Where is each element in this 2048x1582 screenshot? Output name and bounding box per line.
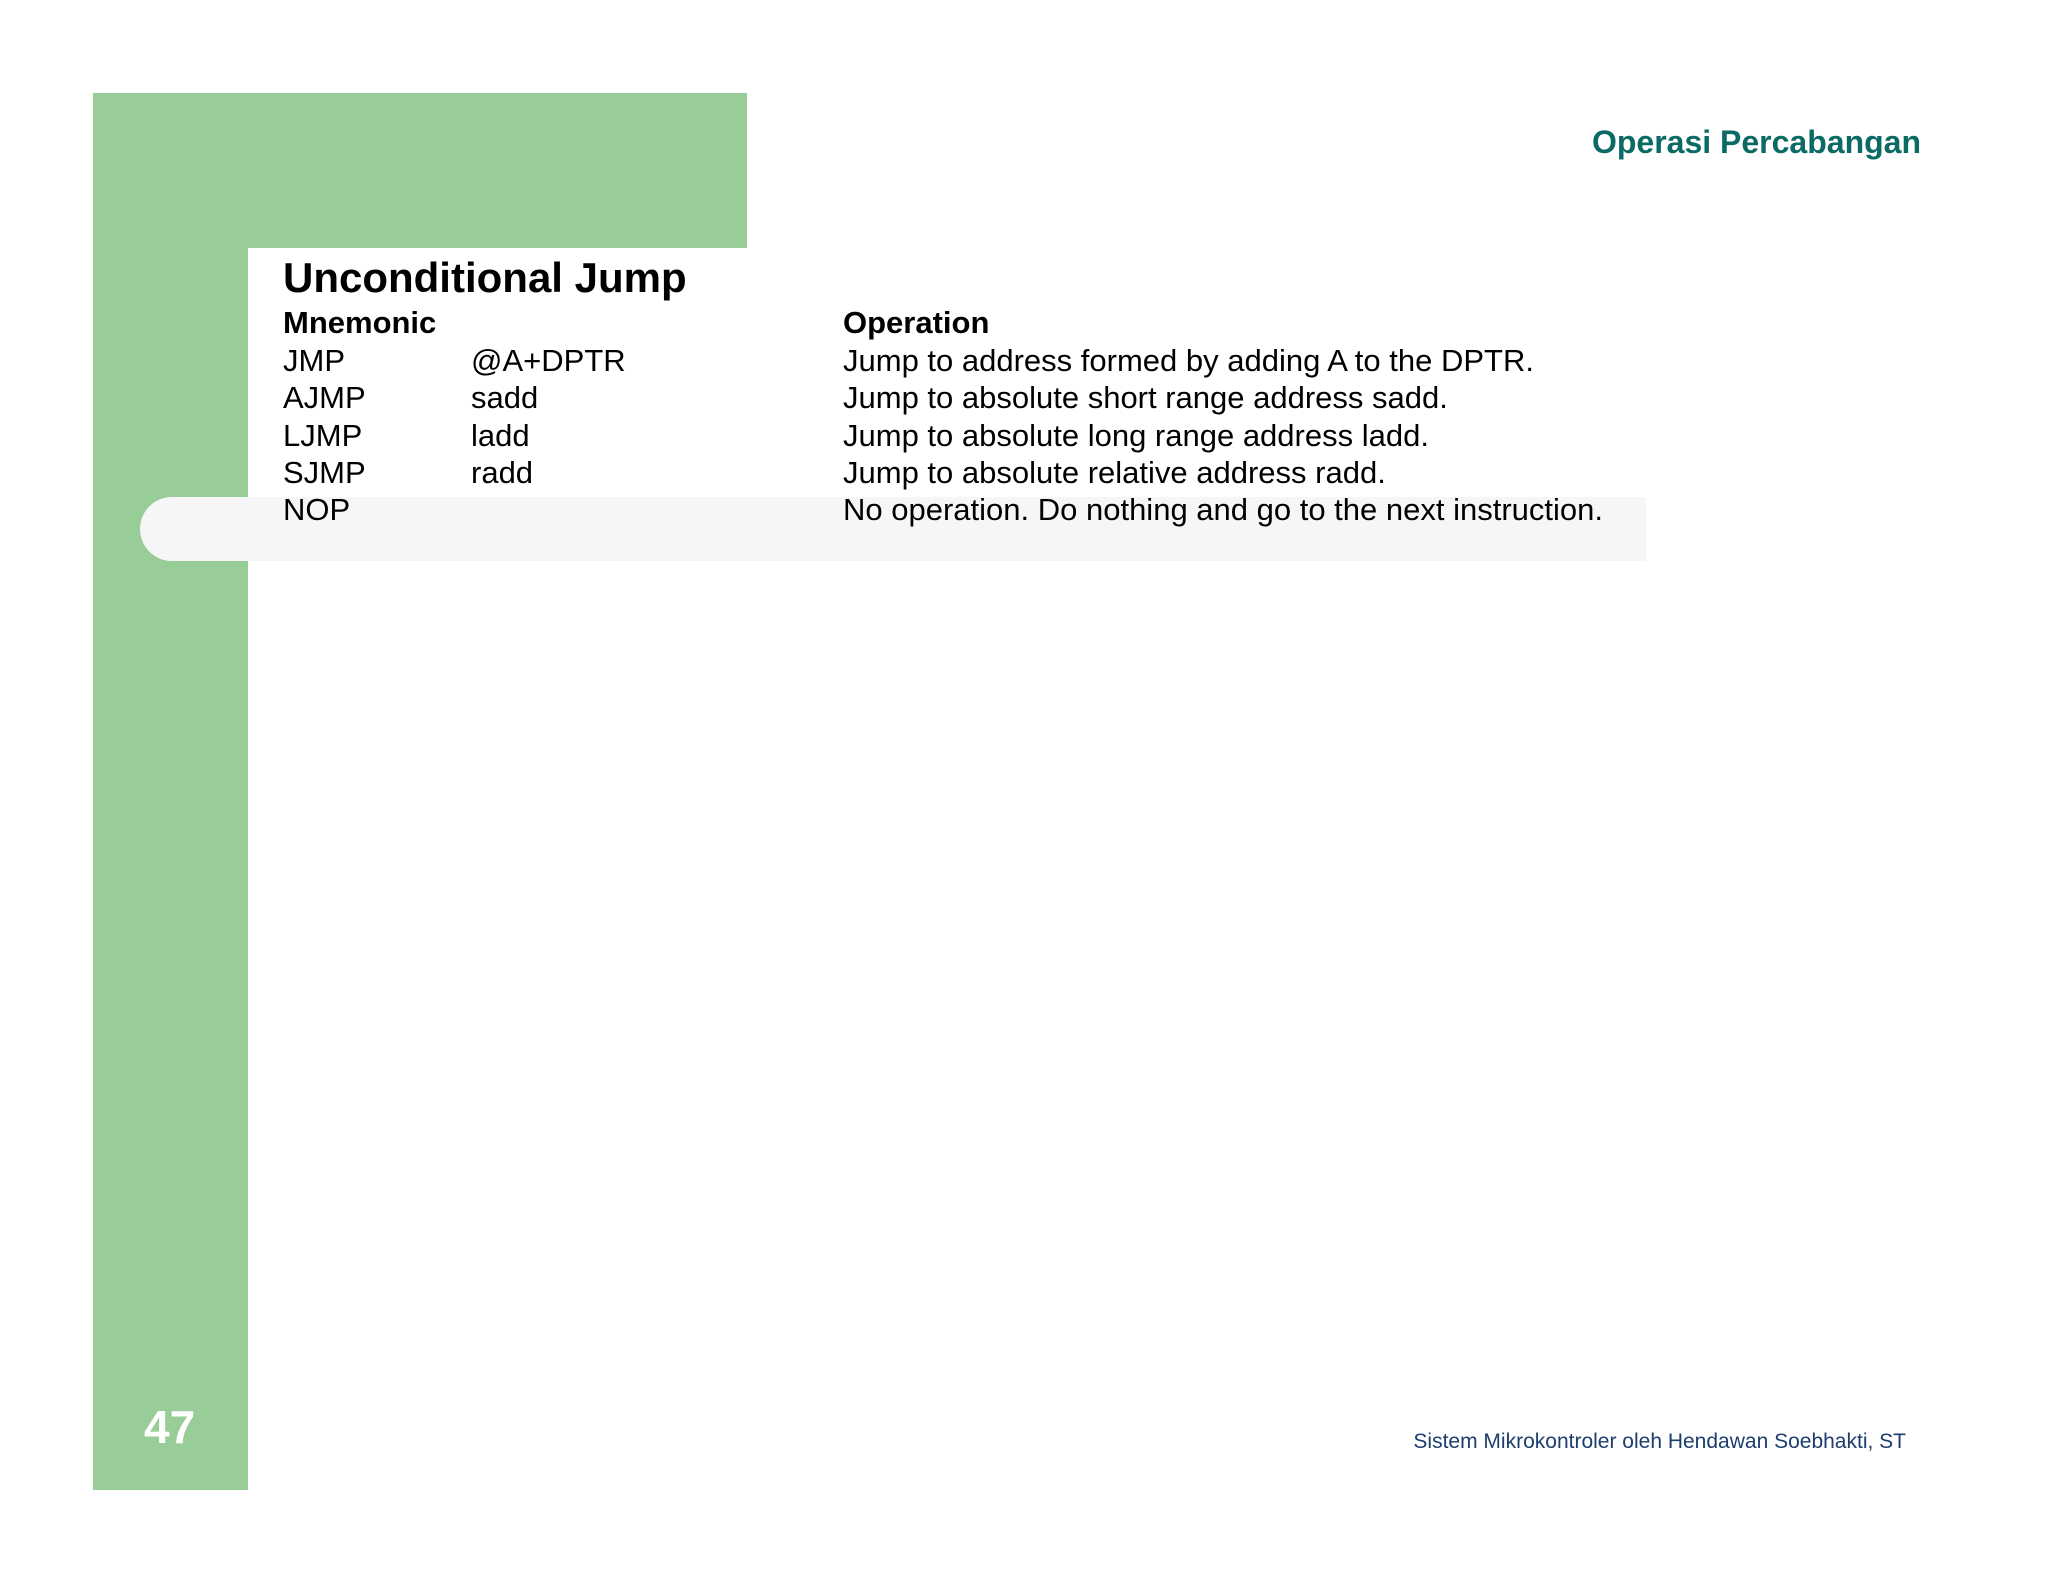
row-operand: ladd bbox=[471, 418, 530, 453]
row-operation: No operation. Do nothing and go to the next instruction. bbox=[843, 492, 1603, 527]
column-header-operation: Operation bbox=[843, 305, 990, 340]
page-number: 47 bbox=[144, 1401, 196, 1453]
row-operand: sadd bbox=[471, 380, 539, 415]
row-operand: radd bbox=[471, 455, 534, 490]
footer-credit: Sistem Mikrokontroler oleh Hendawan Soebhakti, ST bbox=[1413, 1430, 1906, 1453]
row-operand: @A+DPTR bbox=[471, 343, 626, 378]
row-mnemonic: LJMP bbox=[283, 418, 363, 453]
slide-header-title: Operasi Percabangan bbox=[1591, 124, 1921, 160]
row-operation: Jump to absolute long range address ladd. bbox=[843, 418, 1429, 453]
row-mnemonic: SJMP bbox=[283, 455, 366, 490]
column-header-mnemonic: Mnemonic bbox=[283, 305, 437, 340]
row-operation: Jump to absolute relative address radd. bbox=[843, 455, 1386, 490]
row-mnemonic: AJMP bbox=[283, 380, 366, 415]
row-mnemonic: JMP bbox=[283, 343, 345, 378]
green-band-left bbox=[93, 93, 248, 1490]
row-operation: Jump to absolute short range address sadd. bbox=[843, 380, 1448, 415]
section-title: Unconditional Jump bbox=[283, 254, 687, 301]
row-operation: Jump to address formed by adding A to the DPTR. bbox=[843, 343, 1534, 378]
row-mnemonic: NOP bbox=[283, 492, 351, 527]
